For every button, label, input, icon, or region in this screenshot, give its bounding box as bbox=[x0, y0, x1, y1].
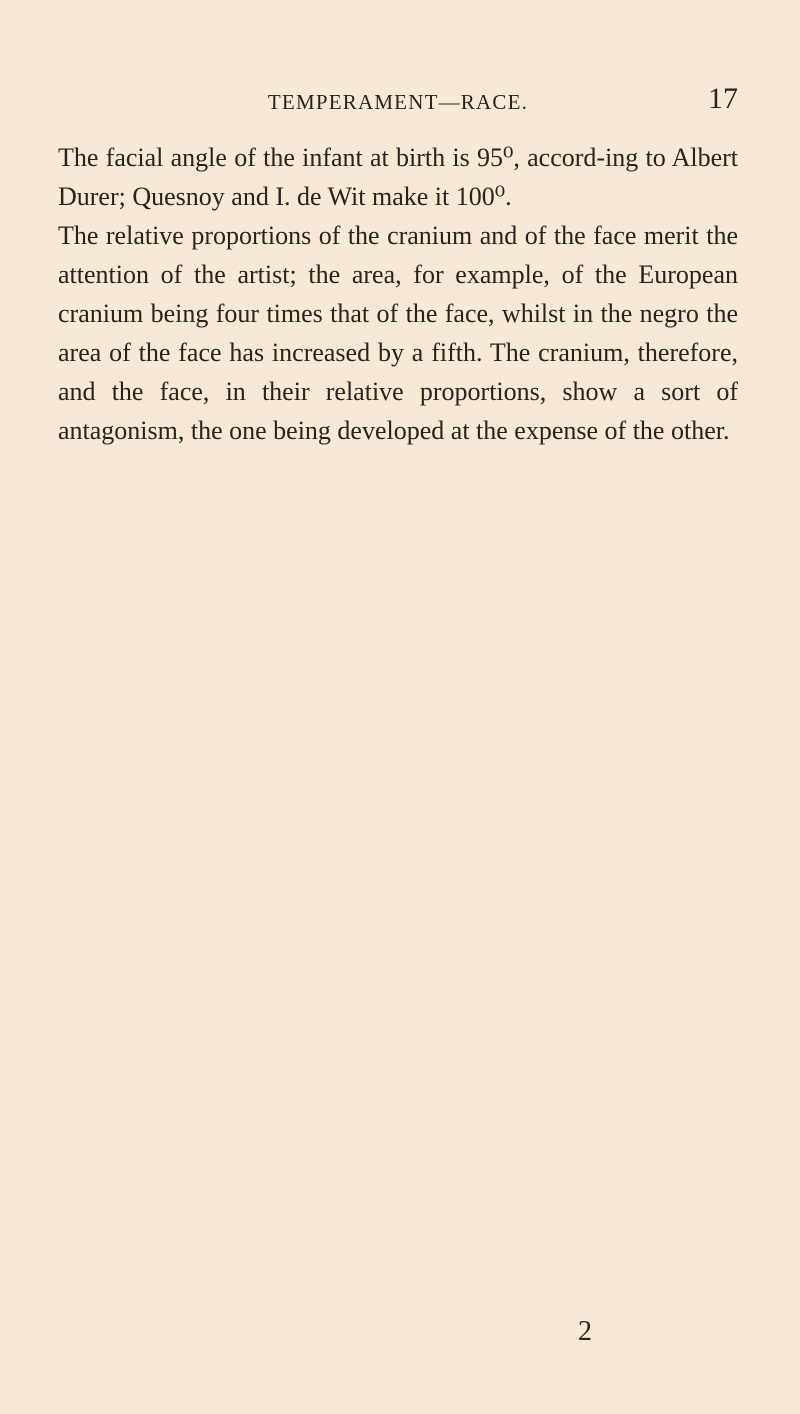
paragraph-cranium-proportions: The relative proportions of the cranium and of the face merit the attention of the artist; the area, for example, of the European cranium being four times that of the face, whilst in the negro the area of the face has increased by a fifth. The cranium, therefore, and the face, in their relative proportions, show a sort of antagonism, the one being developed at the expense of the other. bbox=[58, 221, 738, 445]
paragraph-facial-angle: The facial angle of the infant at birth is 95⁰, accord-ing to Albert Durer; Quesnoy and I. de Wit make it 100⁰. bbox=[58, 143, 738, 211]
running-head: TEMPERAMENT—RACE. bbox=[267, 90, 529, 114]
body-text bbox=[58, 138, 738, 450]
page-number: 17 bbox=[708, 82, 738, 115]
signature-mark: 2 bbox=[578, 1316, 592, 1347]
page-header bbox=[58, 82, 738, 122]
